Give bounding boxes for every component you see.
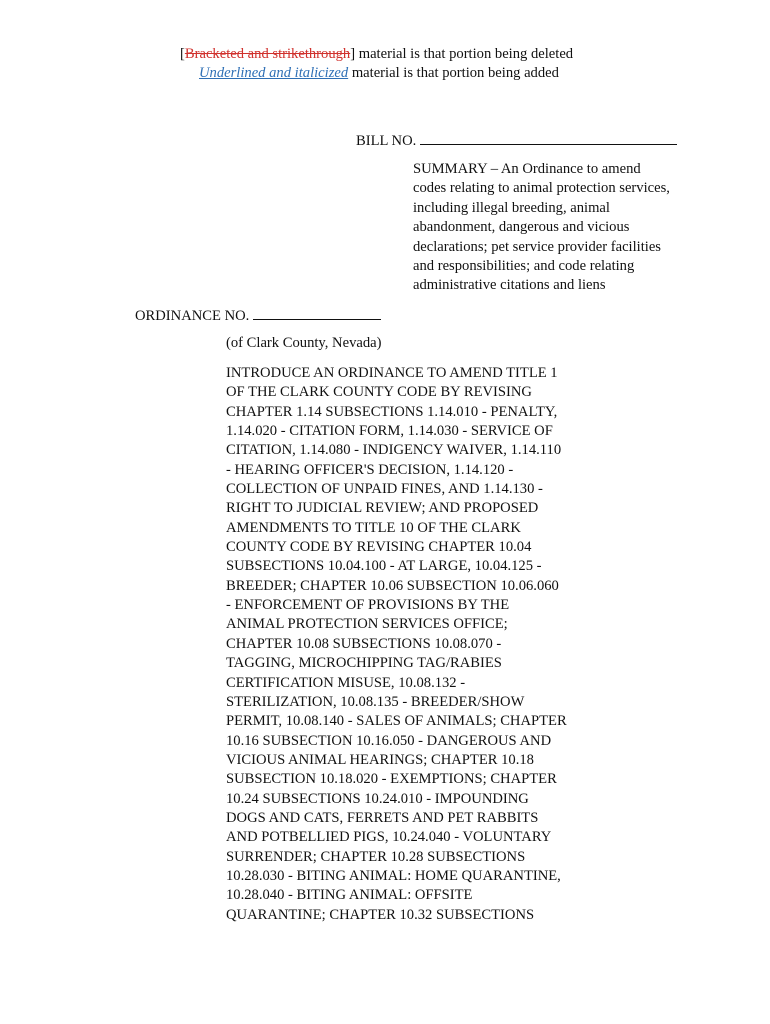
title-line: QUARANTINE; CHAPTER 10.32 SUBSECTIONS (226, 906, 535, 923)
title-line: CHAPTER 10.08 SUBSECTIONS 10.08.070 - (226, 635, 502, 652)
ordinance-label: ORDINANCE NO. (135, 308, 250, 324)
title-line: CERTIFICATION MISUSE, 10.08.132 - (226, 674, 466, 691)
bill-number (356, 130, 677, 150)
title-line: 10.24 SUBSECTIONS 10.24.010 - IMPOUNDING (226, 790, 529, 807)
title-line: - HEARING OFFICER'S DECISION, 1.14.120 - (226, 461, 514, 478)
legend-added-sample: Underlined and italicized (199, 65, 349, 81)
legend-added-text: material is that portion being added (348, 65, 559, 81)
title-line: AMENDMENTS TO TITLE 10 OF THE CLARK (226, 519, 521, 536)
title-line: CHAPTER 1.14 SUBSECTIONS 1.14.010 - PENALTY, (226, 403, 558, 420)
ordinance-number-blank (253, 305, 381, 320)
title-line: 10.28.040 - BITING ANIMAL: OFFSITE (226, 887, 473, 904)
bill-label: BILL NO. (356, 133, 417, 149)
title-line: PERMIT, 10.08.140 - SALES OF ANIMALS; CHAPTER (226, 713, 567, 730)
ordinance-title (226, 364, 596, 925)
summary-line: codes relating to animal protection services, (413, 180, 670, 197)
title-line: BREEDER; CHAPTER 10.06 SUBSECTION 10.06.060 (226, 577, 559, 594)
ordinance-number (135, 305, 381, 325)
title-line: CITATION, 1.14.080 - INDIGENCY WAIVER, 1.14.110 (226, 442, 562, 459)
legend-deleted-sample: Bracketed and strikethrough (184, 46, 351, 62)
legend-open-bracket: [ (180, 46, 185, 62)
title-line: TAGGING, MICROCHIPPING TAG/RABIES (226, 655, 502, 672)
summary-line: including illegal breeding, animal (413, 199, 610, 216)
title-line: SUBSECTIONS 10.04.100 - AT LARGE, 10.04.125 - (226, 558, 542, 575)
summary-line: SUMMARY – An Ordinance to amend (413, 161, 641, 177)
legend-added-line (199, 65, 559, 82)
summary-line: declarations; pet service provider facilities (413, 238, 661, 255)
bill-number-blank (420, 130, 677, 145)
legend-deleted-text: ] material is that portion being deleted (350, 46, 574, 62)
title-line: OF THE CLARK COUNTY CODE BY REVISING (226, 384, 532, 401)
title-line: DOGS AND CATS, FERRETS AND PET RABBITS (226, 809, 539, 826)
title-line: ANIMAL PROTECTION SERVICES OFFICE; (226, 616, 508, 633)
title-line: COLLECTION OF UNPAID FINES, AND 1.14.130 - (226, 481, 543, 498)
title-line: VICIOUS ANIMAL HEARINGS; CHAPTER 10.18 (226, 751, 534, 768)
title-line: 1.14.020 - CITATION FORM, 1.14.030 - SERVICE OF (226, 423, 553, 440)
title-line: 10.28.030 - BITING ANIMAL: HOME QUARANTINE, (226, 867, 561, 884)
title-line: RIGHT TO JUDICIAL REVIEW; AND PROPOSED (226, 500, 539, 517)
title-line: 10.16 SUBSECTION 10.16.050 - DANGEROUS AND (226, 732, 552, 749)
title-line: SURRENDER; CHAPTER 10.28 SUBSECTIONS (226, 848, 526, 865)
summary (413, 160, 693, 296)
title-line: SUBSECTION 10.18.020 - EXEMPTIONS; CHAPTER (226, 771, 557, 788)
summary-line: and responsibilities; and code relating (413, 258, 635, 275)
summary-line: administrative citations and liens (413, 277, 606, 294)
title-line: - ENFORCEMENT OF PROVISIONS BY THE (226, 597, 510, 614)
title-line: COUNTY CODE BY REVISING CHAPTER 10.04 (226, 539, 532, 556)
summary-line: abandonment, dangerous and vicious (413, 219, 630, 236)
title-line: INTRODUCE AN ORDINANCE TO AMEND TITLE 1 (226, 365, 558, 381)
title-line: AND POTBELLIED PIGS, 10.24.040 - VOLUNTARY (226, 829, 552, 846)
title-line: STERILIZATION, 10.08.135 - BREEDER/SHOW (226, 693, 525, 710)
legend-deleted-line (180, 46, 573, 63)
county-line: (of Clark County, Nevada) (226, 335, 382, 351)
